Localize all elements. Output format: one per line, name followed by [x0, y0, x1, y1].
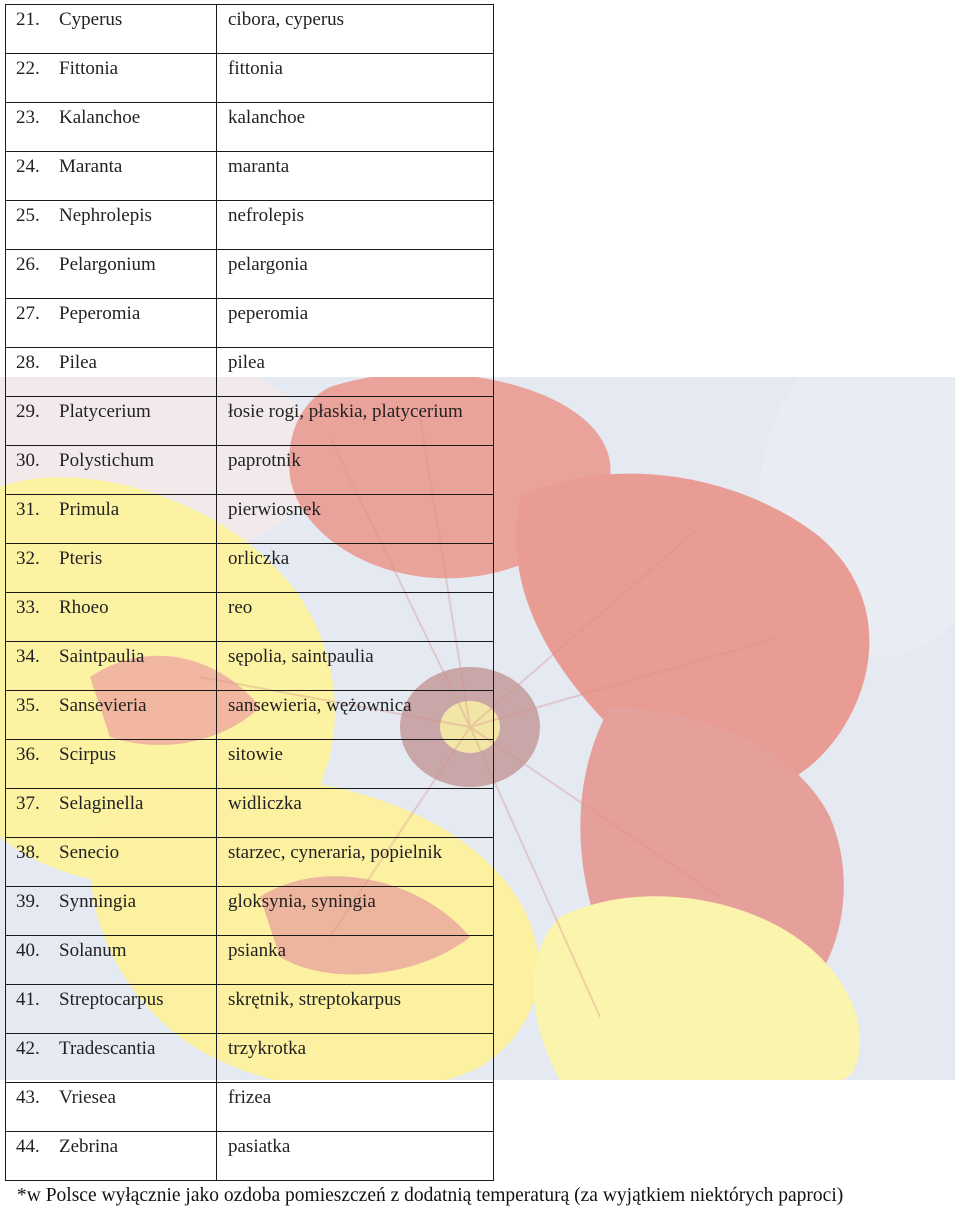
- row-number: 40.: [16, 940, 40, 961]
- latin-name-cell: [6, 740, 217, 789]
- polish-name: reo: [228, 597, 253, 618]
- polish-name-cell: [217, 691, 494, 740]
- row-number: 26.: [16, 254, 40, 275]
- row-number: 41.: [16, 989, 40, 1010]
- latin-name-cell: [6, 1034, 217, 1083]
- polish-name-cell: [217, 201, 494, 250]
- row-number: 43.: [16, 1087, 40, 1108]
- latin-name: Polystichum: [59, 450, 155, 471]
- latin-name: Saintpaulia: [59, 646, 145, 667]
- latin-name: Peperomia: [59, 303, 141, 324]
- polish-name: psianka: [228, 940, 287, 961]
- latin-name: Pelargonium: [59, 254, 156, 275]
- row-number: 23.: [16, 107, 40, 128]
- latin-name-cell: [6, 446, 217, 495]
- polish-name: nefrolepis: [228, 205, 304, 226]
- row-number: 34.: [16, 646, 40, 667]
- row-number: 37.: [16, 793, 40, 814]
- polish-name: fittonia: [228, 58, 283, 79]
- table-row: [6, 642, 494, 691]
- table-row: [6, 789, 494, 838]
- latin-name-cell: [6, 691, 217, 740]
- table-row: [6, 691, 494, 740]
- latin-name-cell: [6, 397, 217, 446]
- polish-name-cell: [217, 152, 494, 201]
- latin-name: Pilea: [59, 352, 97, 373]
- table-row: [6, 201, 494, 250]
- latin-name: Sansevieria: [59, 695, 147, 716]
- latin-name: Fittonia: [59, 58, 119, 79]
- polish-name: cibora, cyperus: [228, 9, 345, 30]
- table-row: [6, 1034, 494, 1083]
- polish-name: paprotnik: [228, 450, 301, 471]
- table-row: [6, 838, 494, 887]
- polish-name: frizea: [228, 1087, 272, 1108]
- table-row: [6, 1132, 494, 1181]
- latin-name: Nephrolepis: [59, 205, 152, 226]
- polish-name-cell: [217, 838, 494, 887]
- polish-name-cell: [217, 789, 494, 838]
- table-row: [6, 495, 494, 544]
- latin-name-cell: [6, 495, 217, 544]
- latin-name-cell: [6, 54, 217, 103]
- polish-name-cell: [217, 348, 494, 397]
- polish-name-cell: [217, 642, 494, 691]
- polish-name-cell: [217, 495, 494, 544]
- row-number: 42.: [16, 1038, 40, 1059]
- polish-name: łosie rogi, płaskia, platycerium: [228, 401, 463, 422]
- row-number: 25.: [16, 205, 40, 226]
- polish-name: pasiatka: [228, 1136, 291, 1157]
- latin-name-cell: [6, 642, 217, 691]
- latin-name: Tradescantia: [59, 1038, 156, 1059]
- polish-name-cell: [217, 1132, 494, 1181]
- polish-name-cell: [217, 446, 494, 495]
- polish-name-cell: [217, 544, 494, 593]
- row-number: 30.: [16, 450, 40, 471]
- table-row: [6, 250, 494, 299]
- footnote: *w Polsce wyłącznie jako ozdoba pomieszczeń z dodatnią temperaturą (za wyjątkiem niektórych paproci): [17, 1185, 844, 1206]
- table-row: [6, 936, 494, 985]
- latin-name-cell: [6, 838, 217, 887]
- table-row: [6, 593, 494, 642]
- polish-name-cell: [217, 740, 494, 789]
- latin-name: Vriesea: [59, 1087, 116, 1108]
- latin-name-cell: [6, 348, 217, 397]
- latin-name-cell: [6, 103, 217, 152]
- table-row: [6, 887, 494, 936]
- polish-name-cell: [217, 54, 494, 103]
- polish-name: kalanchoe: [228, 107, 306, 128]
- polish-name: sansewieria, wężownica: [228, 695, 412, 716]
- polish-name-cell: [217, 299, 494, 348]
- latin-name-cell: [6, 299, 217, 348]
- latin-name: Selaginella: [59, 793, 144, 814]
- polish-name: sitowie: [228, 744, 283, 765]
- latin-name-cell: [6, 5, 217, 54]
- row-number: 27.: [16, 303, 40, 324]
- latin-name-cell: [6, 201, 217, 250]
- row-number: 24.: [16, 156, 40, 177]
- polish-name: trzykrotka: [228, 1038, 307, 1059]
- latin-name: Maranta: [59, 156, 123, 177]
- table-row: [6, 1083, 494, 1132]
- polish-name-cell: [217, 397, 494, 446]
- latin-name: Streptocarpus: [59, 989, 164, 1010]
- polish-name: pelargonia: [228, 254, 308, 275]
- table-row: [6, 299, 494, 348]
- polish-name-cell: [217, 593, 494, 642]
- polish-name: starzec, cyneraria, popielnik: [228, 842, 443, 863]
- latin-name-cell: [6, 789, 217, 838]
- row-number: 28.: [16, 352, 40, 373]
- table-row: [6, 103, 494, 152]
- latin-name-cell: [6, 544, 217, 593]
- latin-name-cell: [6, 887, 217, 936]
- table-row: [6, 397, 494, 446]
- latin-name-cell: [6, 1083, 217, 1132]
- polish-name: gloksynia, syningia: [228, 891, 376, 912]
- table-row: [6, 985, 494, 1034]
- row-number: 39.: [16, 891, 40, 912]
- polish-name: peperomia: [228, 303, 309, 324]
- table-row: [6, 740, 494, 789]
- latin-name: Primula: [59, 499, 120, 520]
- table-row: [6, 446, 494, 495]
- row-number: 38.: [16, 842, 40, 863]
- latin-name-cell: [6, 152, 217, 201]
- table-row: [6, 544, 494, 593]
- row-number: 44.: [16, 1136, 40, 1157]
- polish-name-cell: [217, 1083, 494, 1132]
- latin-name-cell: [6, 936, 217, 985]
- row-number: 22.: [16, 58, 40, 79]
- latin-name: Kalanchoe: [59, 107, 141, 128]
- latin-name: Pteris: [59, 548, 103, 569]
- row-number: 32.: [16, 548, 40, 569]
- table-row: [6, 5, 494, 54]
- row-number: 36.: [16, 744, 40, 765]
- latin-name: Zebrina: [59, 1136, 119, 1157]
- polish-name-cell: [217, 985, 494, 1034]
- table-row: [6, 54, 494, 103]
- latin-name-cell: [6, 250, 217, 299]
- polish-name: skrętnik, streptokarpus: [228, 989, 402, 1010]
- latin-name: Cyperus: [59, 9, 123, 30]
- polish-name-cell: [217, 250, 494, 299]
- polish-name-cell: [217, 936, 494, 985]
- row-number: 33.: [16, 597, 40, 618]
- table-row: [6, 348, 494, 397]
- polish-name-cell: [217, 1034, 494, 1083]
- latin-name: Senecio: [59, 842, 120, 863]
- plant-names-table: [5, 4, 494, 1181]
- latin-name: Rhoeo: [59, 597, 109, 618]
- row-number: 31.: [16, 499, 40, 520]
- row-number: 21.: [16, 9, 40, 30]
- latin-name: Solanum: [59, 940, 127, 961]
- polish-name: orliczka: [228, 548, 290, 569]
- row-number: 35.: [16, 695, 40, 716]
- polish-name: pierwiosnek: [228, 499, 321, 520]
- latin-name: Platycerium: [59, 401, 151, 422]
- polish-name-cell: [217, 5, 494, 54]
- polish-name: maranta: [228, 156, 290, 177]
- polish-name: widliczka: [228, 793, 302, 814]
- row-number: 29.: [16, 401, 40, 422]
- table-row: [6, 152, 494, 201]
- latin-name-cell: [6, 1132, 217, 1181]
- polish-name: pilea: [228, 352, 265, 373]
- latin-name-cell: [6, 985, 217, 1034]
- polish-name: sępolia, saintpaulia: [228, 646, 374, 667]
- latin-name: Scirpus: [59, 744, 116, 765]
- latin-name-cell: [6, 593, 217, 642]
- polish-name-cell: [217, 103, 494, 152]
- latin-name: Synningia: [59, 891, 137, 912]
- polish-name-cell: [217, 887, 494, 936]
